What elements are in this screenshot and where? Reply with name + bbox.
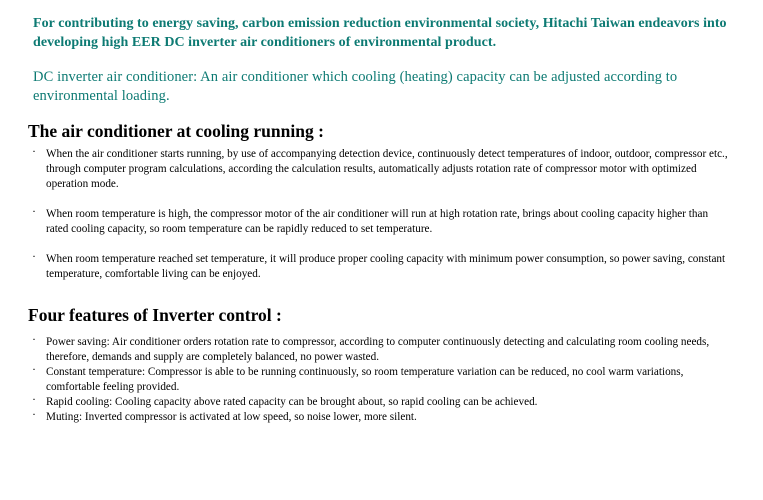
list-item [32,362,732,395]
list-item [32,407,732,425]
list-item-text: When the air conditioner starts running, by use of accompanying detection device, continuously detect temperatures of indoor, outdoor, compressor etc., through computer program calculations, according the calculation results, automatically adjusts rotation rate of compressor motor with optimized operation mode. [46,148,728,190]
bullet-icon: · [32,249,36,263]
bullet-icon: · [32,362,36,376]
list-item-text: Constant temperature: Compressor is able to be running continuously, so room temperature variation can be reduced, no cool warm variations, comfortable feeling provided. [46,366,684,393]
features-bullet-list [32,332,732,425]
list-item-text: Power saving: Air conditioner orders rotation rate to compressor, according to computer continuously detecting and calculating room cooling needs, therefore, demands and supply are completely balanced, no power wasted. [46,336,710,363]
bullet-icon: · [32,332,36,346]
bullet-icon: · [32,407,36,421]
list-item [32,204,732,237]
list-item-text: Muting: Inverted compressor is activated at low speed, so noise lower, more silent. [46,411,417,423]
list-item [32,249,732,282]
bullet-icon: · [32,392,36,406]
cooling-bullet-list [32,144,732,297]
bullet-icon: · [32,204,36,218]
list-item-text: When room temperature reached set temperature, it will produce proper cooling capacity with minimum power consumption, so power saving, constant temperature, comfortable living can be enjoyed. [46,253,726,280]
list-item-text: Rapid cooling: Cooling capacity above rated capacity can be brought about, so rapid cooling can be achieved. [46,396,538,408]
features-section-title: Four features of Inverter control : [28,305,282,325]
list-item [32,144,732,192]
list-item [32,332,732,365]
bullet-icon: · [32,144,36,158]
list-item-text: When room temperature is high, the compressor motor of the air conditioner will run at high rotation rate, brings about cooling capacity higher than rated cooling capacity, so room temperature can be rapidly reduced to set temperature. [46,208,709,235]
cooling-section-title: The air conditioner at cooling running : [28,121,324,141]
inverter-definition: DC inverter air conditioner: An air conditioner which cooling (heating) capacity can be adjusted according to environmental loading. [33,69,678,104]
list-item [32,392,732,410]
intro-paragraph: For contributing to energy saving, carbon emission reduction environmental society, Hitachi Taiwan endeavors into developing high EER DC inverter air conditioners of environmental product. [33,16,727,50]
